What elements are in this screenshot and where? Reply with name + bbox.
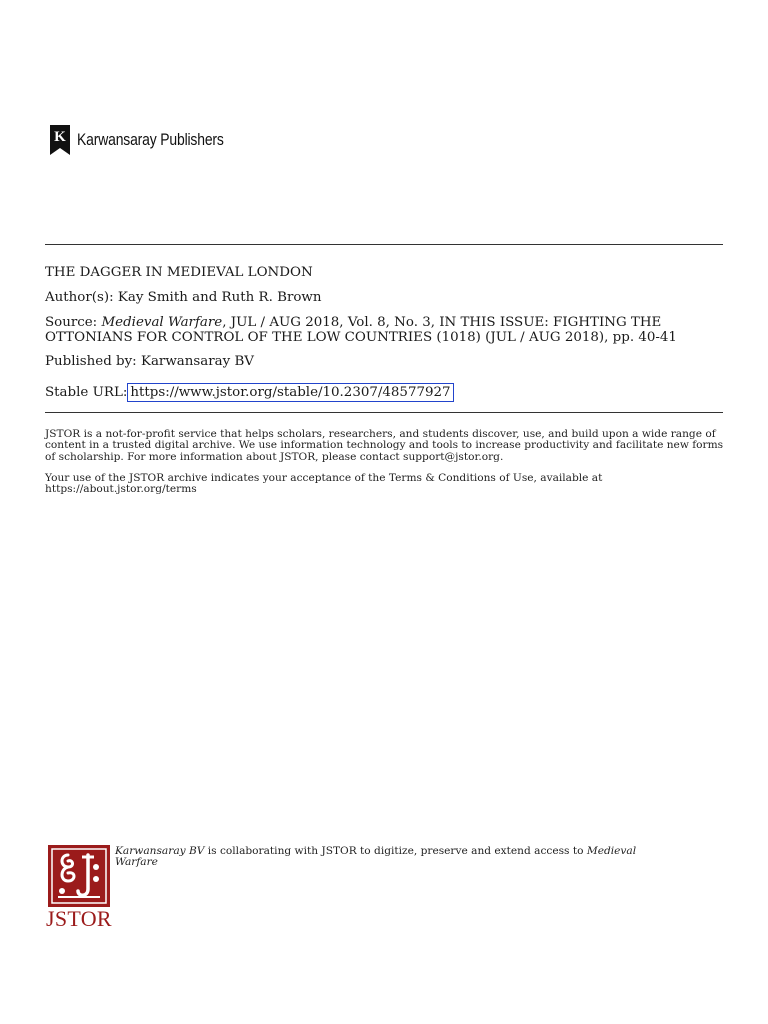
collab-text: is collaborating with JSTOR to digitize, preserve and extend access to: [204, 845, 587, 857]
source-label: Source:: [45, 315, 98, 330]
publisher-name: Karwansaray Publishers: [77, 130, 224, 149]
publisher-logo-icon: [49, 124, 71, 156]
publisher-header: [49, 124, 256, 156]
published-value: Karwansaray BV: [140, 354, 254, 369]
stable-url-line: [45, 383, 723, 402]
source-details: , JUL / AUG 2018, Vol. 8, No. 3, IN THIS ISSUE: FIGHTING THE OTTONIANS FOR CONTROL OF THE LOW COUNTRIES (1018) (JUL / AUG 2018), pp. 40-41: [45, 315, 677, 345]
svg-text:K: K: [54, 129, 66, 145]
source-line: [45, 315, 723, 345]
authors-value: Kay Smith and Ruth R. Brown: [117, 290, 322, 305]
jstor-notice-paragraph: JSTOR is a not-for-profit service that helps scholars, researchers, and students discover, use, and build upon a wide range of content in a trusted digital archive. We use information technology and tools to increase productivity and facilitate new forms of scholarship. For more information about JSTOR, please contact support@jstor.org.: [45, 428, 724, 463]
terms-notice-paragraph: Your use of the JSTOR archive indicates your acceptance of the Terms & Conditions of Use, available at https://about.jstor.org/terms: [45, 472, 603, 496]
jstor-wordmark: JSTOR: [46, 906, 112, 931]
published-label: Published by:: [45, 354, 137, 369]
top-divider: [45, 244, 723, 245]
authors-line: [45, 290, 723, 305]
bottom-divider: [45, 412, 723, 413]
authors-label: Author(s):: [45, 290, 114, 305]
stable-url-label: Stable URL:: [45, 385, 128, 400]
collab-partner: Karwansaray BV: [115, 845, 205, 857]
jstor-seal-icon: [48, 845, 110, 907]
published-line: [45, 354, 723, 369]
source-journal: Medieval Warfare: [101, 315, 223, 330]
article-title: THE DAGGER IN MEDIEVAL LONDON: [45, 265, 313, 280]
stable-url-link[interactable]: https://www.jstor.org/stable/10.2307/48577927: [127, 383, 453, 402]
collaboration-statement: [115, 846, 675, 869]
collab-journal: Medieval Warfare: [115, 845, 637, 869]
